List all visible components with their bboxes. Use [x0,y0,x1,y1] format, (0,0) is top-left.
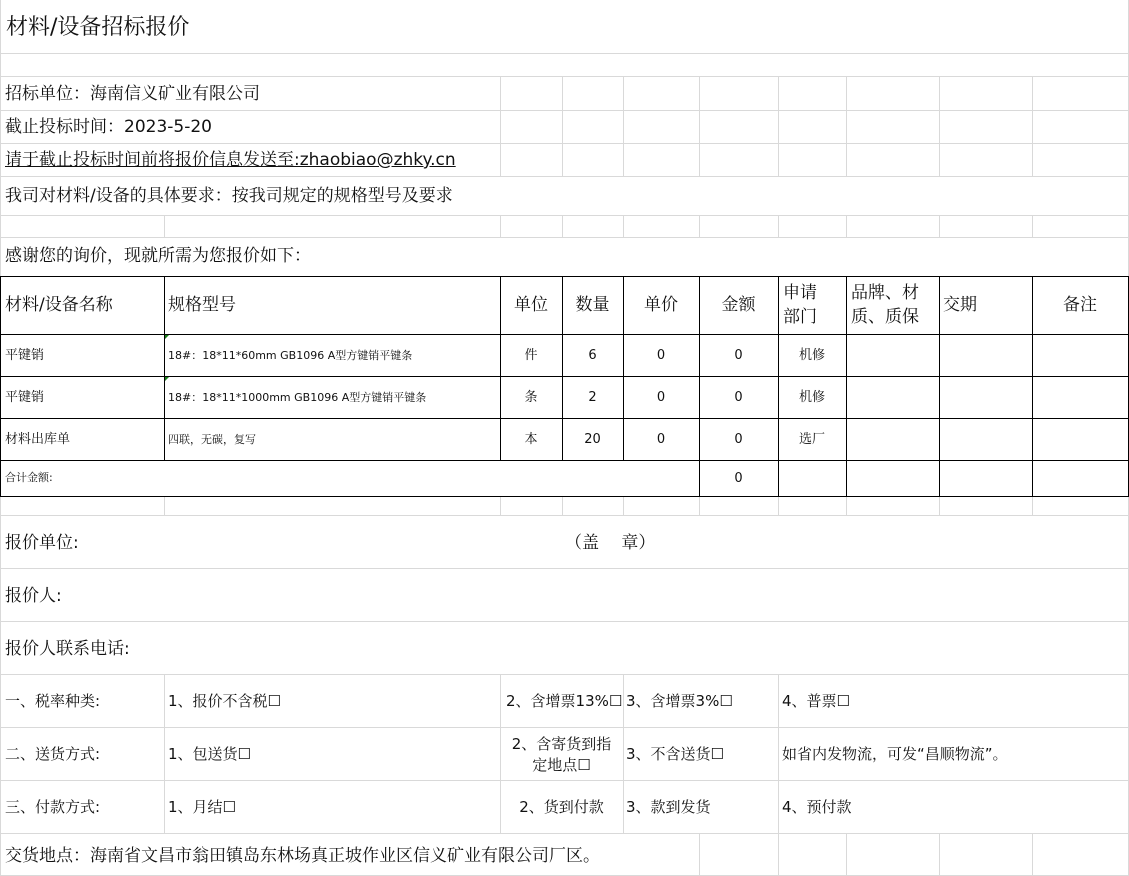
thanks-text: 感谢您的询价，现就所需为您报价如下： [5,246,311,266]
ship-label: 二、送货方式: [5,745,101,763]
row2-dept[interactable]: 机修 [798,390,825,405]
header-dept-line2: 部门 [783,307,817,327]
pay-option-1[interactable]: 1、月结☐ [168,798,236,816]
row2-qty[interactable]: 2 [588,390,597,405]
header-amount: 金额 [721,295,756,315]
pay-option-3[interactable]: 3、款到发货 [626,798,711,816]
row1-name[interactable]: 平键销 [5,348,45,363]
header-name: 材料/设备名称 [5,295,113,315]
quote-unit-label: 报价单位: [5,533,79,553]
row1-qty[interactable]: 6 [588,348,597,363]
pay-option-4[interactable]: 4、预付款 [782,798,852,816]
stamp-label: （盖 章） [565,533,656,553]
requirement-text: 我司对材料/设备的具体要求：按我司规定的规格型号及要求 [5,186,453,206]
tax-option-1[interactable]: 1、报价不含税☐ [168,692,281,710]
header-unit: 单位 [514,295,548,315]
row3-qty[interactable]: 20 [584,432,601,447]
tax-label: 一、税率种类: [5,692,101,710]
tax-option-2[interactable]: 2、含增票13%☐ [506,692,623,710]
row2-price[interactable]: 0 [656,390,666,405]
sheet-title: 材料/设备招标报价 [6,15,190,40]
row3-unit[interactable]: 本 [524,432,538,447]
row1-dept[interactable]: 机修 [798,348,825,363]
row1-amount[interactable]: 0 [734,348,743,363]
pay-option-2[interactable]: 2、货到付款 [519,798,604,816]
tax-option-3[interactable]: 3、含增票3%☐ [626,692,733,710]
ship-option-3[interactable]: 3、不含送货☐ [626,745,724,763]
submission-email-link[interactable]: 请于截止投标时间前将报价信息发送至:zhaobiao@zhky.cn [5,150,456,170]
quote-person-label: 报价人: [5,586,62,606]
row2-spec[interactable]: 18#：18*11*1000mm GB1096 A型方键销平键条 [168,391,427,404]
row3-dept[interactable]: 选厂 [798,432,825,447]
row3-spec[interactable]: 四联，无碳，复写 [168,433,256,446]
header-dept-line1: 申请 [783,283,817,303]
row3-name[interactable]: 材料出库单 [5,432,71,447]
header-qty: 数量 [575,295,610,315]
total-value[interactable]: 0 [734,471,743,486]
quote-phone-label: 报价人联系电话: [5,639,130,659]
tender-unit: 招标单位：海南信义矿业有限公司 [5,84,260,104]
header-price: 单价 [644,295,678,315]
row3-amount[interactable]: 0 [734,432,743,447]
ship-option-2-line2[interactable]: 定地点☐ [532,756,591,774]
tender-deadline: 截止投标时间：2023-5-20 [5,117,212,137]
ship-option-1[interactable]: 1、包送货☐ [168,745,251,763]
pay-label: 三、付款方式: [5,798,101,816]
header-spec: 规格型号 [168,295,236,315]
row1-spec[interactable]: 18#：18*11*60mm GB1096 A型方键销平键条 [168,349,413,362]
delivery-address: 交货地点：海南省文昌市翁田镇岛东林场真正坡作业区信义矿业有限公司厂区。 [5,846,600,866]
row1-price[interactable]: 0 [656,348,666,363]
row2-unit[interactable]: 条 [524,390,538,405]
header-delivery: 交期 [943,295,977,315]
header-brand-line2: 质、质保 [851,307,919,327]
ship-note: 如省内发物流，可发“昌顺物流”。 [782,745,1008,763]
header-brand-line1: 品牌、材 [851,283,919,303]
row1-unit[interactable]: 件 [524,348,538,363]
row2-amount[interactable]: 0 [734,390,743,405]
header-remark: 备注 [1063,295,1097,315]
row3-price[interactable]: 0 [656,432,666,447]
total-label: 合计金额: [5,471,53,484]
row2-name[interactable]: 平键销 [5,390,45,405]
ship-option-2-line1[interactable]: 2、含寄货到指 [511,735,612,753]
tax-option-4[interactable]: 4、普票☐ [782,692,850,710]
